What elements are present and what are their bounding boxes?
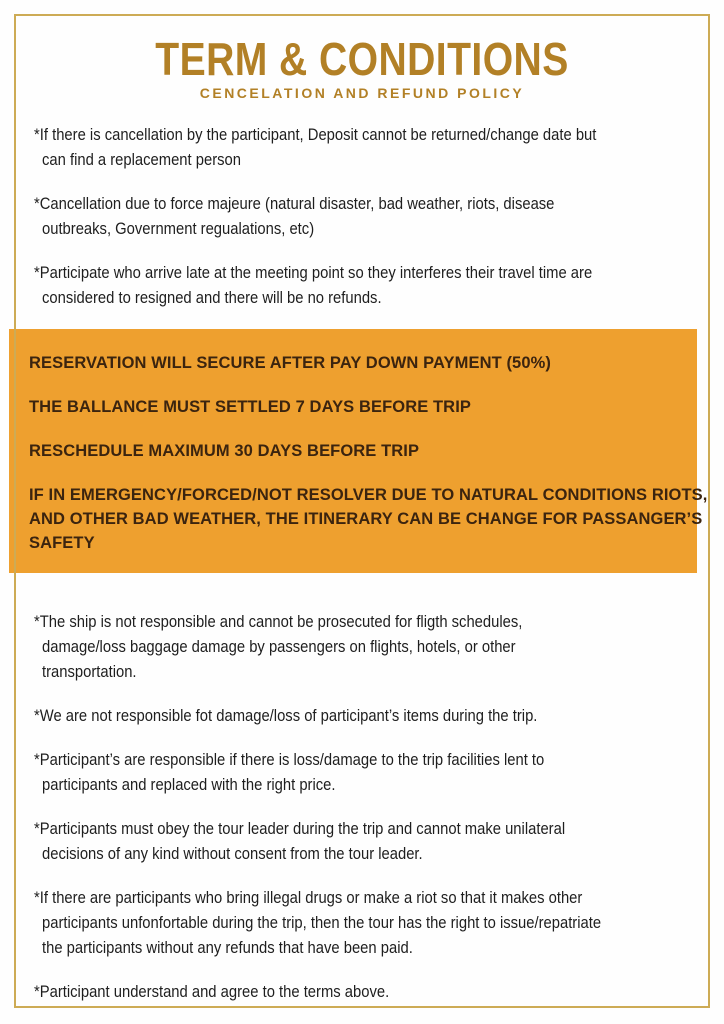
terms-line: considered to resigned and there will be no refunds. — [42, 288, 382, 307]
terms-paragraph-ship-not-responsible — [34, 609, 708, 684]
terms-paragraph-illegal-drugs — [34, 885, 708, 960]
terms-line: *Participants must obey the tour leader during the trip and cannot make unilateral — [34, 819, 566, 838]
page-title: TERM & CONDITIONS — [155, 33, 569, 85]
terms-line: damage/loss baggage damage by passengers on flights, hotels, or other — [42, 637, 516, 656]
terms-line: *Participant’s are responsible if there is loss/damage to the trip facilities lent to — [34, 750, 545, 769]
terms-paragraph-force-majeure — [34, 191, 708, 241]
terms-paragraph-facilities-damage — [34, 747, 708, 797]
terms-list-bottom — [34, 609, 708, 1004]
highlight-line: RESERVATION WILL SECURE AFTER PAY DOWN PAYMENT (50%) — [29, 354, 551, 372]
highlight-paragraph-emergency — [29, 483, 708, 555]
terms-line: *Participant understand and agree to the terms above. — [34, 982, 390, 1001]
terms-line: transportation. — [42, 662, 137, 681]
terms-line: outbreaks, Government regualations, etc) — [42, 219, 315, 238]
terms-line: the participants without any refunds that have been paid. — [42, 938, 413, 957]
terms-line: *If there are participants who bring illegal drugs or make a riot so that it makes other — [34, 888, 583, 907]
page-header — [16, 0, 708, 102]
terms-paragraph-late-arrival — [34, 260, 708, 310]
terms-line: *Cancellation due to force majeure (natural disaster, bad weather, riots, disease — [34, 194, 555, 213]
highlight-paragraph-reservation — [29, 351, 677, 375]
terms-paragraph-cancellation-by-participant — [34, 122, 708, 172]
terms-line: decisions of any kind without consent from the tour leader. — [42, 844, 423, 863]
highlight-line: THE BALLANCE MUST SETTLED 7 DAYS BEFORE TRIP — [29, 398, 471, 416]
terms-line: *If there is cancellation by the participant, Deposit cannot be returned/change date but — [34, 125, 597, 144]
terms-paragraph-items-loss — [34, 703, 708, 728]
terms-line: *The ship is not responsible and cannot be prosecuted for fligth schedules, — [34, 612, 523, 631]
highlight-paragraph-reschedule — [29, 439, 677, 463]
page-subtitle: CENCELATION AND REFUND POLICY — [199, 85, 525, 101]
terms-list-top — [34, 122, 708, 310]
highlight-line: AND OTHER BAD WEATHER, THE ITINERARY CAN BE CHANGE FOR PASSANGER’S — [29, 510, 703, 528]
terms-line: *Participate who arrive late at the meeting point so they interferes their travel time are — [34, 263, 593, 282]
terms-line: *We are not responsible fot damage/loss of participant’s items during the trip. — [34, 706, 538, 725]
terms-line: participants and replaced with the right price. — [42, 775, 336, 794]
highlight-line: IF IN EMERGENCY/FORCED/NOT RESOLVER DUE TO NATURAL CONDITIONS RIOTS, — [29, 486, 708, 504]
highlight-line: RESCHEDULE MAXIMUM 30 DAYS BEFORE TRIP — [29, 442, 420, 460]
terms-line: participants unfonfortable during the trip, then the tour has the right to issue/repatriate — [42, 913, 602, 932]
terms-paragraph-agreement — [34, 979, 708, 1004]
highlight-paragraph-balance — [29, 395, 677, 419]
terms-paragraph-obey-tour-leader — [34, 816, 708, 866]
highlight-line: SAFETY — [29, 534, 95, 552]
terms-line: can find a replacement person — [42, 150, 241, 169]
payment-policy-highlight-box — [9, 329, 708, 573]
